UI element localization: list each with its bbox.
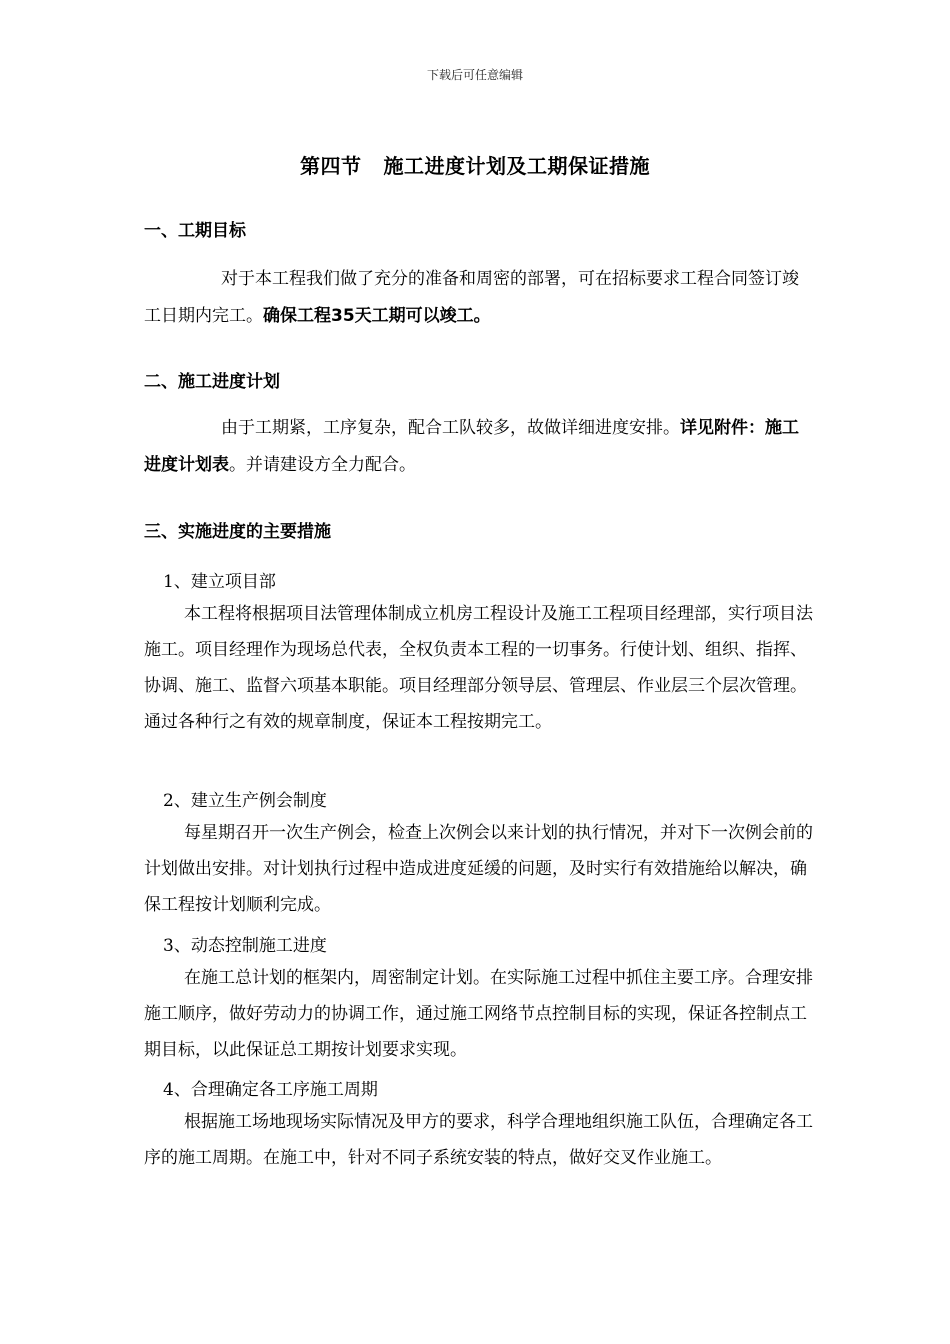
schedule-goal-emphasis: 确保工程35天工期可以竣工。 xyxy=(263,306,491,326)
document-title xyxy=(0,150,950,179)
progress-plan-tail: 。并请建设方全力配合。 xyxy=(229,455,416,475)
measure-4-title: 4、合理确定各工序施工周期 xyxy=(163,1080,378,1100)
heading-schedule-goal: 一、工期目标 xyxy=(144,221,246,241)
measure-3-body: 在施工总计划的框架内，周密制定计划。在实际施工过程中抓住主要工序。合理安排施工顺序，做好劳动力的协调工作，通过施工网络节点控制目标的实现，保证各控制点工期目标，以此保证总工期按计划要求实现。 xyxy=(144,968,813,1060)
heading-main-measures: 三、实施进度的主要措施 xyxy=(144,522,331,542)
progress-plan-text: 由于工期紧，工序复杂，配合工队较多，故做详细进度安排。 xyxy=(221,418,680,438)
measure-3-title: 3、动态控制施工进度 xyxy=(163,936,327,956)
heading-progress-plan: 二、施工进度计划 xyxy=(144,372,280,392)
measure-2-body: 每星期召开一次生产例会，检查上次例会以来计划的执行情况，并对下一次例会前的计划做出安排。对计划执行过程中造成进度延缓的问题，及时实行有效措施给以解决，确保工程按计划顺利完成。 xyxy=(144,823,813,915)
paragraph-progress-plan xyxy=(144,410,814,484)
measure-4-body: 根据施工场地现场实际情况及甲方的要求，科学合理地组织施工队伍，合理确定各工序的施工周期。在施工中，针对不同子系统安装的特点，做好交叉作业施工。 xyxy=(144,1112,813,1168)
section-name: 施工进度计划及工期保证措施 xyxy=(383,154,650,178)
schedule-goal-text: 对于本工程我们做了充分的准备和周密的部署，可在招标要求工程合同签订竣工日期内完工。 xyxy=(144,269,799,326)
measure-1-title: 1、建立项目部 xyxy=(163,572,276,592)
measure-2-title: 2、建立生产例会制度 xyxy=(163,791,327,811)
page-header: 下载后可任意编辑 xyxy=(426,68,523,82)
measure-1-body: 本工程将根据项目法管理体制成立机房工程设计及施工工程项目经理部，实行项目法施工。项目经理作为现场总代表，全权负责本工程的一切事务。行使计划、组织、指挥、协调、施工、监督六项基本职能。项目经理部分领导层、管理层、作业层三个层次管理。通过各种行之有效的规章制度，保证本工程按期完工。 xyxy=(144,604,813,732)
paragraph-schedule-goal xyxy=(144,261,814,335)
progress-plan-attachment: 详见附件：施工进度计划表 xyxy=(144,418,799,475)
section-number: 第四节 xyxy=(300,154,362,178)
